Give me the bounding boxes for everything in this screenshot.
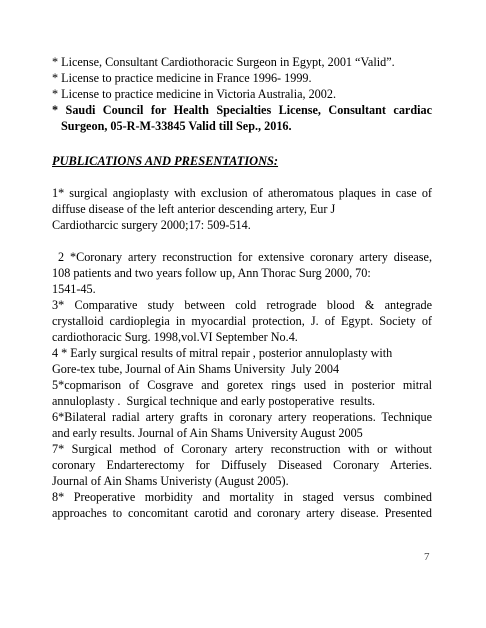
publication-line: 5*copmarison of Cosgrave and goretex rings used in posterior mitral	[52, 378, 432, 392]
publication-list	[52, 185, 432, 521]
publication-line: 7* Surgical method of Coronary artery reconstruction with or without	[52, 442, 432, 456]
publication-line: 2 *Coronary artery reconstruction for extensive coronary artery disease,	[52, 250, 432, 264]
page-number: 7	[424, 551, 430, 563]
publication-item	[52, 409, 432, 441]
publication-line: 4 * Early surgical results of mitral repair , posterior annuloplasty with	[52, 346, 393, 360]
publication-line: Gore-tex tube, Journal of Ain Shams University July 2004	[52, 362, 340, 376]
publication-line: approaches to concomitant carotid and coronary artery disease. Presented	[52, 506, 432, 520]
license-item-saudi: * Saudi Council for Health Specialties License, Consultant cardiac Surgeon, 05-R-M-33845 Valid till Sep., 2016.	[52, 103, 432, 133]
publication-line: crystalloid cardioplegia in myocardial protection, J. of Egypt. Society of	[52, 314, 432, 328]
publication-line: coronary Endarterectomy for Diffusely Diseased Coronary Arteries.	[52, 458, 432, 472]
publication-line: 8* Preoperative morbidity and mortality in staged versus combined	[52, 490, 432, 504]
publication-line: 6*Bilateral radial artery grafts in coronary artery reoperations. Technique	[52, 410, 432, 424]
publication-item	[52, 377, 432, 409]
publication-line: 3* Comparative study between cold retrograde blood & antegrade	[52, 298, 432, 312]
license-item: * License to practice medicine in France 1996- 1999.	[52, 71, 312, 85]
section-heading: PUBLICATIONS AND PRESENTATIONS:	[52, 154, 279, 168]
publication-line: Journal of Ain Shams Univeristy (August 2005).	[52, 474, 289, 488]
publication-item	[52, 297, 432, 345]
publication-item	[52, 441, 432, 489]
publication-line: cardiothoracic Surg. 1998,vol.VI September No.4.	[52, 330, 298, 344]
license-list	[52, 54, 432, 134]
publication-line: 108 patients and two years follow up, Ann Thorac Surg 2000, 70:	[52, 266, 371, 280]
license-item: * License, Consultant Cardiothoracic Surgeon in Egypt, 2001 “Valid”.	[52, 55, 395, 69]
publication-line: and early results. Journal of Ain Shams University August 2005	[52, 426, 363, 440]
document-page	[52, 54, 432, 521]
publication-item	[52, 185, 432, 233]
publication-item	[52, 489, 432, 521]
publication-item	[52, 249, 432, 297]
publication-line: 1541-45.	[52, 282, 96, 296]
publication-line: Cardiotharcic surgery 2000;17: 509-514.	[52, 218, 251, 232]
publication-line: 1* surgical angioplasty with exclusion of atheromatous plaques in case of	[52, 186, 432, 200]
license-item: * License to practice medicine in Victoria Australia, 2002.	[52, 87, 337, 101]
publication-line: annuloplasty . Surgical technique and early postoperative results.	[52, 394, 375, 408]
publication-line: diffuse disease of the left anterior descending artery, Eur J	[52, 202, 336, 216]
publication-item	[52, 345, 432, 377]
